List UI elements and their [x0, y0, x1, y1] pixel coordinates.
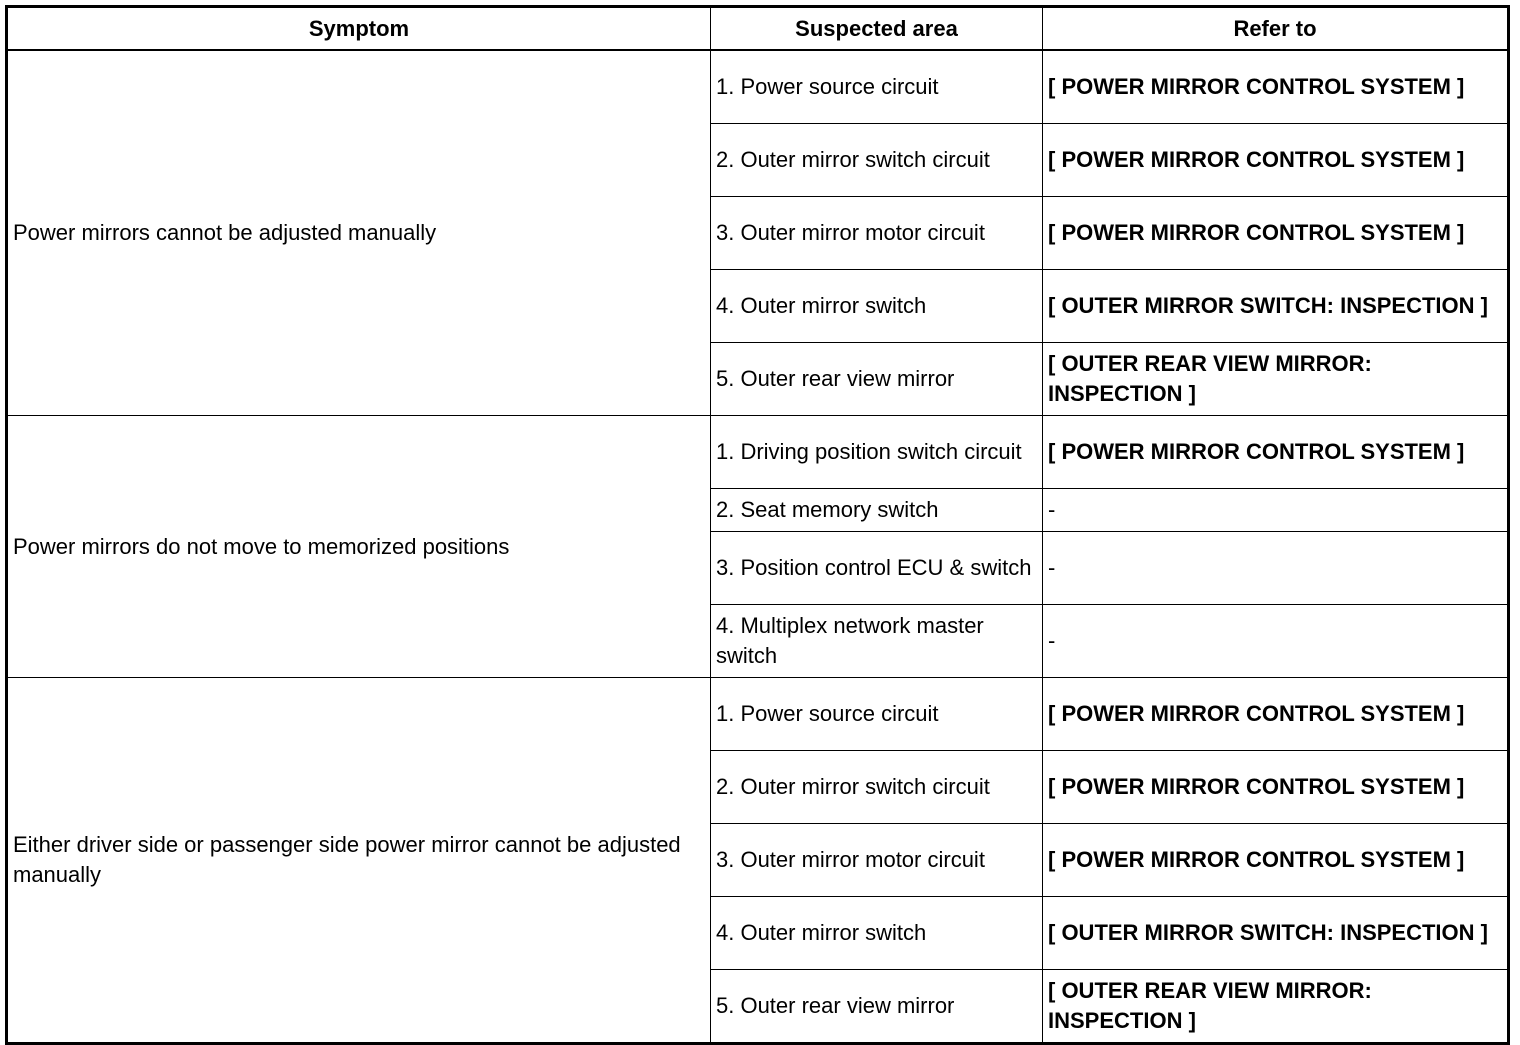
suspected-area-cell: 5. Outer rear view mirror: [711, 343, 1043, 416]
suspected-area-cell: 4. Outer mirror switch: [711, 897, 1043, 970]
symptom-cell: Power mirrors cannot be adjusted manually: [7, 50, 711, 416]
refer-to-cell: -: [1043, 605, 1509, 678]
suspected-area-cell: 4. Outer mirror switch: [711, 270, 1043, 343]
header-suspected-area: Suspected area: [711, 7, 1043, 51]
header-refer-to: Refer to: [1043, 7, 1509, 51]
refer-to-link[interactable]: [ OUTER MIRROR SWITCH: INSPECTION ]: [1043, 897, 1509, 970]
table-row: [7, 678, 1509, 751]
refer-to-link[interactable]: [ POWER MIRROR CONTROL SYSTEM ]: [1043, 197, 1509, 270]
header-row: [7, 7, 1509, 51]
suspected-area-cell: 3. Outer mirror motor circuit: [711, 824, 1043, 897]
table-row: [7, 416, 1509, 489]
suspected-area-cell: 3. Position control ECU & switch: [711, 532, 1043, 605]
refer-to-cell: -: [1043, 532, 1509, 605]
header-symptom: Symptom: [7, 7, 711, 51]
refer-to-link[interactable]: [ POWER MIRROR CONTROL SYSTEM ]: [1043, 124, 1509, 197]
suspected-area-cell: 5. Outer rear view mirror: [711, 970, 1043, 1044]
refer-to-link[interactable]: [ OUTER REAR VIEW MIRROR: INSPECTION ]: [1043, 970, 1509, 1044]
suspected-area-cell: 1. Power source circuit: [711, 50, 1043, 124]
refer-to-link[interactable]: [ POWER MIRROR CONTROL SYSTEM ]: [1043, 678, 1509, 751]
suspected-area-cell: 1. Power source circuit: [711, 678, 1043, 751]
symptom-table: [5, 5, 1510, 1045]
suspected-area-cell: 2. Outer mirror switch circuit: [711, 751, 1043, 824]
refer-to-link[interactable]: [ OUTER REAR VIEW MIRROR: INSPECTION ]: [1043, 343, 1509, 416]
refer-to-link[interactable]: [ POWER MIRROR CONTROL SYSTEM ]: [1043, 50, 1509, 124]
refer-to-link[interactable]: [ POWER MIRROR CONTROL SYSTEM ]: [1043, 416, 1509, 489]
table-row: [7, 50, 1509, 124]
refer-to-link[interactable]: [ POWER MIRROR CONTROL SYSTEM ]: [1043, 824, 1509, 897]
suspected-area-cell: 2. Outer mirror switch circuit: [711, 124, 1043, 197]
suspected-area-cell: 2. Seat memory switch: [711, 489, 1043, 532]
symptom-cell: Power mirrors do not move to memorized positions: [7, 416, 711, 678]
refer-to-link[interactable]: [ OUTER MIRROR SWITCH: INSPECTION ]: [1043, 270, 1509, 343]
suspected-area-cell: 3. Outer mirror motor circuit: [711, 197, 1043, 270]
symptom-cell: Either driver side or passenger side power mirror cannot be adjusted manually: [7, 678, 711, 1044]
suspected-area-cell: 4. Multiplex network master switch: [711, 605, 1043, 678]
suspected-area-cell: 1. Driving position switch circuit: [711, 416, 1043, 489]
refer-to-cell: -: [1043, 489, 1509, 532]
refer-to-link[interactable]: [ POWER MIRROR CONTROL SYSTEM ]: [1043, 751, 1509, 824]
